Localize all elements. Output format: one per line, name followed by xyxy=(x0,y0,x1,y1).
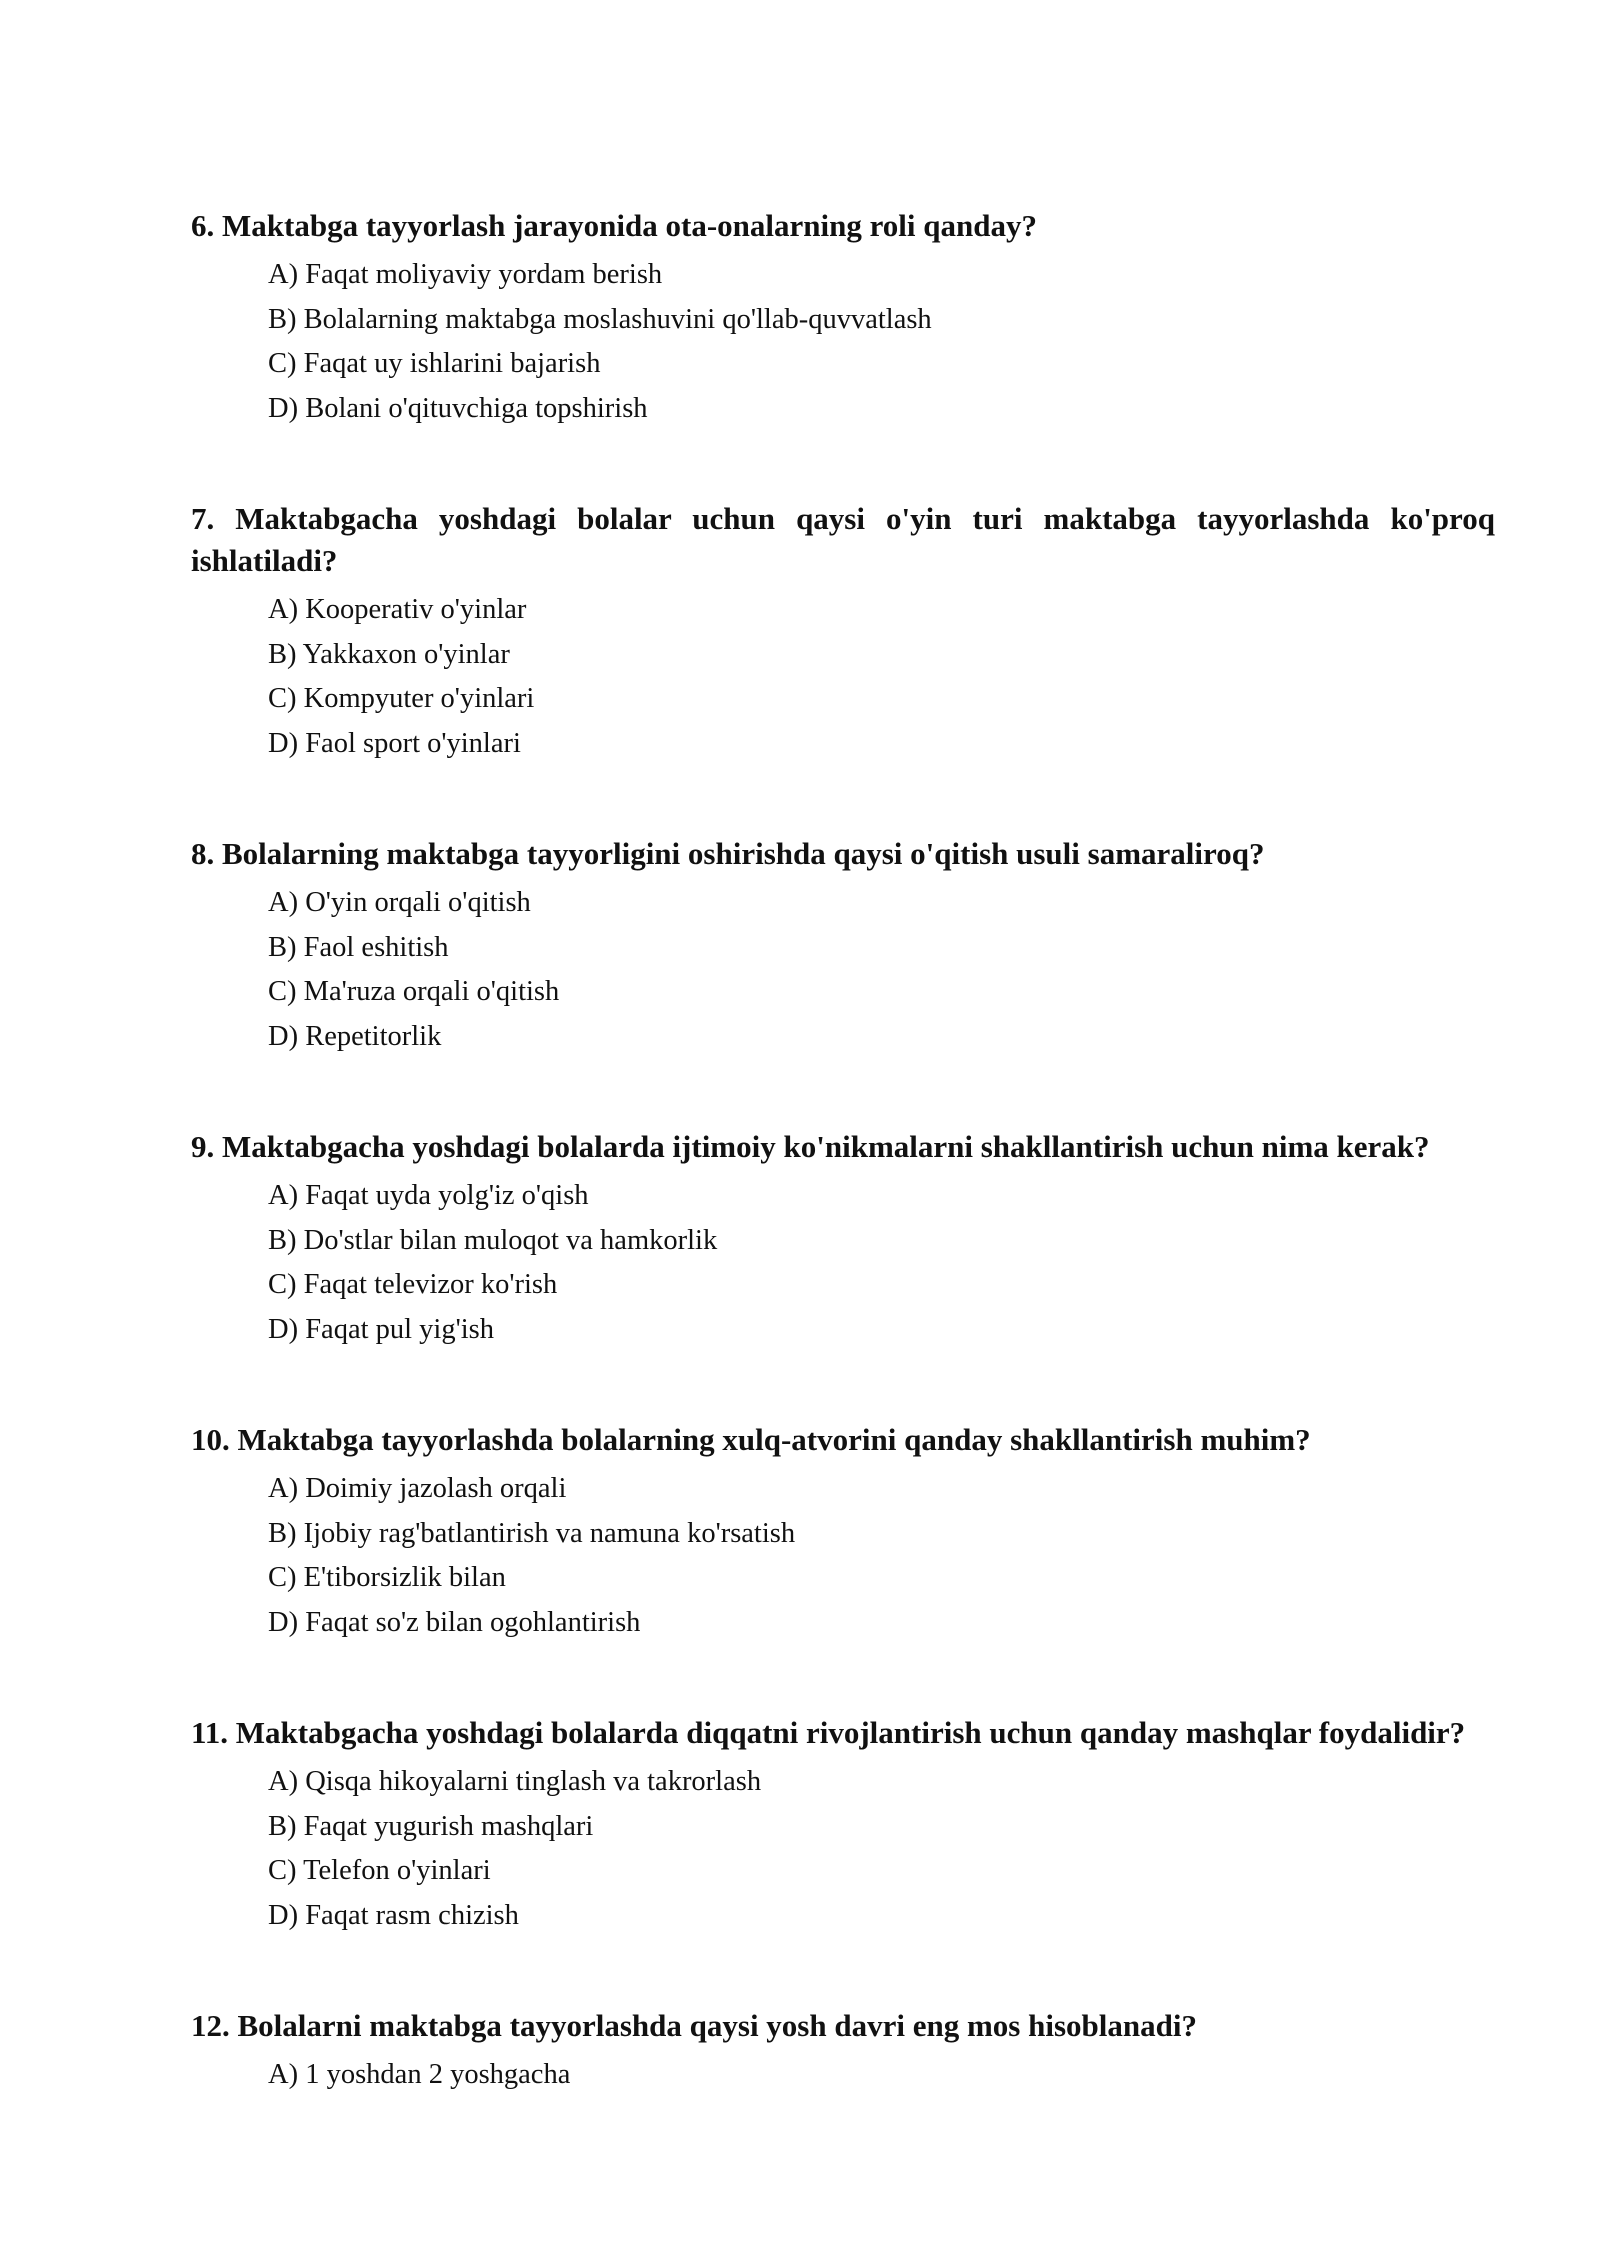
answer-option-b: B) Faol eshitish xyxy=(268,931,449,963)
answer-option-c: C) Kompyuter o'yinlari xyxy=(268,683,535,714)
question-9 xyxy=(191,1126,1495,1352)
answer-option-c: C) E'tiborsizlik bilan xyxy=(268,1562,506,1593)
question-list xyxy=(191,205,1495,2165)
question-text: 6. Maktabga tayyorlash jarayonida ota-onalarning roli qanday? xyxy=(191,208,1037,243)
question-text: 12. Bolalarni maktabga tayyorlashda qaysi yosh davri eng mos hisoblanadi? xyxy=(191,2008,1197,2043)
question-6 xyxy=(191,205,1495,431)
answer-options xyxy=(191,881,1495,1059)
answer-option-b: B) Ijobiy rag'batlantirish va namuna ko'rsatish xyxy=(268,1517,796,1549)
answer-option-c: C) Faqat uy ishlarini bajarish xyxy=(268,348,601,379)
question-text: 10. Maktabga tayyorlashda bolalarning xulq-atvorini qanday shakllantirish muhim? xyxy=(191,1422,1311,1457)
answer-option-d: D) Repetitorlik xyxy=(268,1020,442,1052)
answer-options xyxy=(191,588,1495,766)
answer-options xyxy=(191,1467,1495,1645)
answer-options xyxy=(191,1760,1495,1938)
answer-option-b: B) Yakkaxon o'yinlar xyxy=(268,638,510,670)
answer-option-d: D) Faqat so'z bilan ogohlantirish xyxy=(268,1606,641,1638)
question-8 xyxy=(191,833,1495,1059)
answer-options xyxy=(191,2053,1495,2098)
answer-option-a: A) 1 yoshdan 2 yoshgacha xyxy=(268,2059,571,2090)
question-text: 7. Maktabgacha yoshdagi bolalar uchun qaysi o'yin turi maktabga tayyorlashda ko'proq ishlatiladi? xyxy=(191,501,1495,578)
question-text: 11. Maktabgacha yoshdagi bolalarda diqqatni rivojlantirish uchun qanday mashqlar foydalidir? xyxy=(191,1715,1466,1750)
answer-options xyxy=(191,1174,1495,1352)
answer-option-c: C) Ma'ruza orqali o'qitish xyxy=(268,976,560,1007)
answer-option-c: C) Faqat televizor ko'rish xyxy=(268,1269,558,1300)
question-text: 9. Maktabgacha yoshdagi bolalarda ijtimoiy ko'nikmalarni shakllantirish uchun nima kerak? xyxy=(191,1129,1430,1164)
answer-option-b: B) Bolalarning maktabga moslashuvini qo'llab-quvvatlash xyxy=(268,303,932,335)
question-7 xyxy=(191,498,1495,766)
answer-option-a: A) O'yin orqali o'qitish xyxy=(268,887,531,918)
answer-option-b: B) Faqat yugurish mashqlari xyxy=(268,1810,594,1842)
answer-option-d: D) Faol sport o'yinlari xyxy=(268,727,521,759)
answer-option-b: B) Do'stlar bilan muloqot va hamkorlik xyxy=(268,1224,718,1256)
question-11 xyxy=(191,1712,1495,1938)
answer-option-a: A) Faqat moliyaviy yordam berish xyxy=(268,259,663,290)
answer-option-d: D) Faqat rasm chizish xyxy=(268,1899,519,1931)
answer-option-a: A) Doimiy jazolash orqali xyxy=(268,1473,567,1504)
answer-option-a: A) Qisqa hikoyalarni tinglash va takrorlash xyxy=(268,1766,762,1797)
answer-option-d: D) Bolani o'qituvchiga topshirish xyxy=(268,392,648,424)
answer-option-d: D) Faqat pul yig'ish xyxy=(268,1313,494,1345)
answer-option-c: C) Telefon o'yinlari xyxy=(268,1855,491,1886)
answer-option-a: A) Faqat uyda yolg'iz o'qish xyxy=(268,1180,589,1211)
question-text: 8. Bolalarning maktabga tayyorligini oshirishda qaysi o'qitish usuli samaraliroq? xyxy=(191,836,1265,871)
question-12 xyxy=(191,2005,1495,2098)
answer-option-a: A) Kooperativ o'yinlar xyxy=(268,594,527,625)
question-10 xyxy=(191,1419,1495,1645)
answer-options xyxy=(191,253,1495,431)
